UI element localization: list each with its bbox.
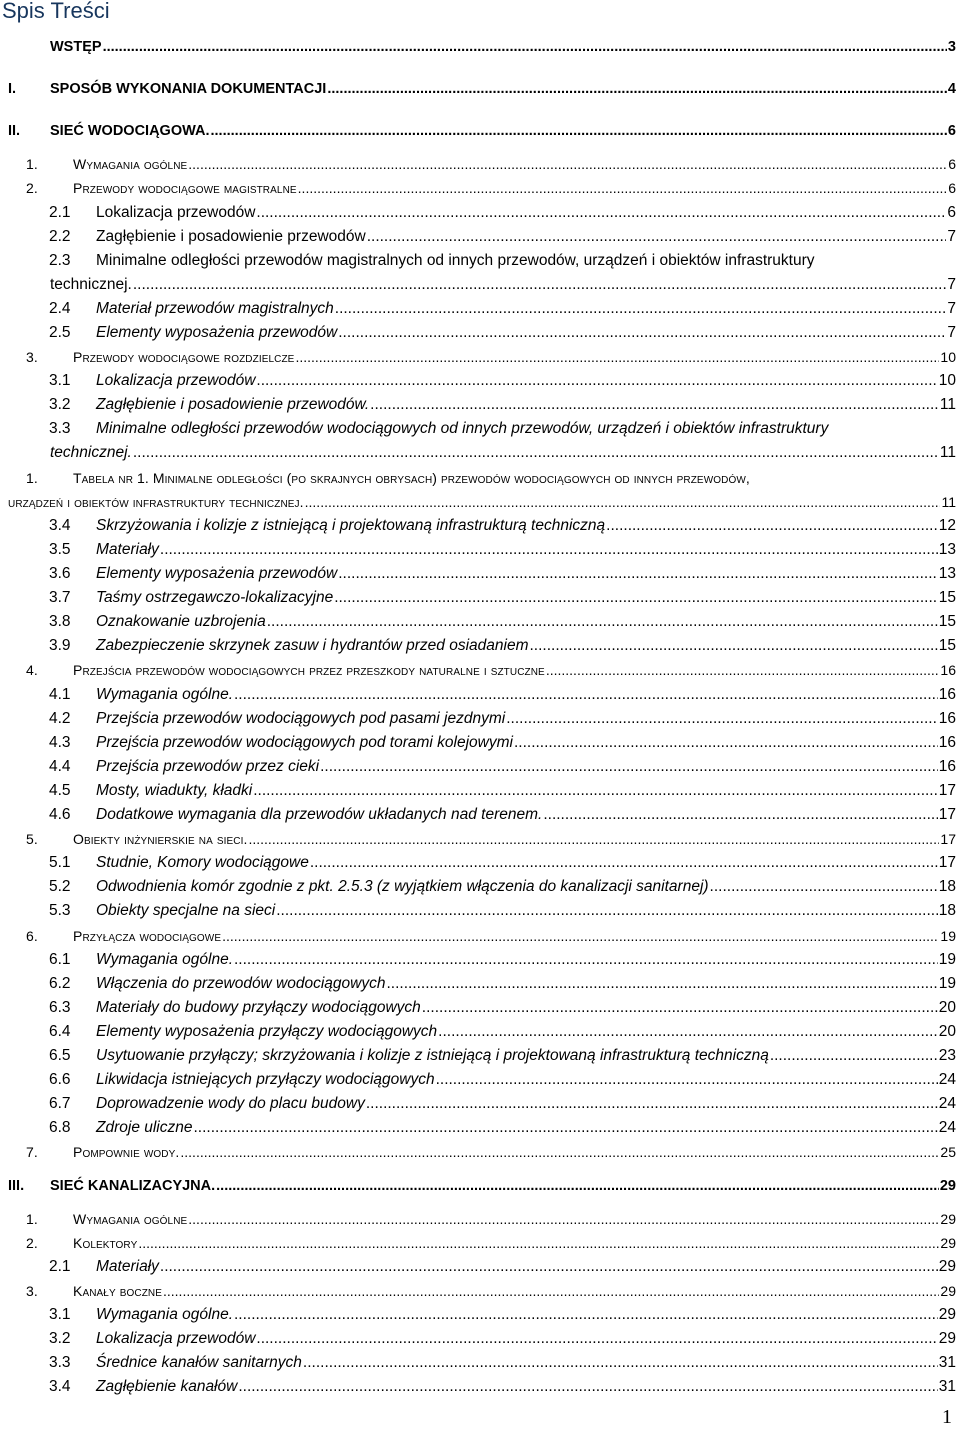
dot-leader xyxy=(305,491,941,513)
dot-leader xyxy=(338,322,946,344)
dot-leader xyxy=(160,1256,938,1278)
toc-entry-page: 15 xyxy=(938,613,956,631)
dot-leader xyxy=(386,973,937,995)
toc-entry-title: Zdroje uliczne xyxy=(96,1119,193,1137)
dot-leader xyxy=(216,1175,939,1197)
toc-entry-title-continued: technicznej. xyxy=(50,275,132,293)
toc-entry-page: 3 xyxy=(947,39,956,55)
toc-entry-page: 17 xyxy=(938,806,956,823)
dot-leader xyxy=(234,1304,938,1326)
toc-entry-page: 16 xyxy=(938,757,956,775)
dot-leader xyxy=(133,442,939,464)
toc-entry-page: 16 xyxy=(938,685,956,703)
toc-entry-number: 3.5 xyxy=(49,540,71,558)
toc-entry-page: 17 xyxy=(938,854,956,872)
toc-entry-page: 20 xyxy=(938,998,956,1016)
toc-entry-number: 3.1 xyxy=(49,1306,71,1323)
toc-entry-number: 1. xyxy=(26,1210,38,1227)
toc-entry-title-continued: technicznej. xyxy=(50,444,132,462)
toc-entry-page: 29 xyxy=(938,1330,956,1348)
toc-entry-page: 6 xyxy=(948,156,956,173)
toc-entry-number: 5.1 xyxy=(49,854,71,872)
toc-entry-number: 3.8 xyxy=(49,613,71,631)
toc-entry-number: 2.2 xyxy=(49,227,71,245)
dot-leader xyxy=(234,684,938,706)
dot-leader xyxy=(248,828,939,850)
toc-entry-page: 11 xyxy=(939,444,956,462)
toc-entry-page: 11 xyxy=(941,493,956,510)
toc-entry-page: 16 xyxy=(940,662,956,679)
toc-entry-page: 7 xyxy=(947,227,956,245)
toc-entry-number: 4.3 xyxy=(49,733,71,751)
toc-entry-number: 6. xyxy=(26,927,38,944)
toc-entry-title: Mosty, wiadukty, kładki xyxy=(96,781,253,799)
toc-entry-title: Dodatkowe wymagania dla przewodów układanych nad terenem. xyxy=(96,806,543,823)
dot-leader xyxy=(710,876,938,898)
dot-leader xyxy=(514,732,938,754)
toc-entry-number: 3.2 xyxy=(49,396,71,414)
toc-entry-number: 3.4 xyxy=(49,1378,71,1396)
toc-entry-number: 6.8 xyxy=(49,1119,71,1137)
dot-leader xyxy=(133,274,947,296)
toc-entry-page: 13 xyxy=(938,565,956,582)
toc-entry-number: 3.3 xyxy=(49,1354,71,1372)
toc-entry-title: Studnie, Komory wodociągowe xyxy=(96,854,309,872)
dot-leader xyxy=(222,925,939,947)
toc-entry-title: Obiekty specjalne na sieci xyxy=(96,902,276,920)
toc-entry-title: Wymagania ogólne. xyxy=(96,950,233,968)
toc-entry-number: 5.2 xyxy=(49,878,71,896)
dot-leader xyxy=(370,394,939,416)
toc-entry-title: Tabela nr 1. Minimalne odległości (po skrajnych obrysach) przewodów wodociągowych od innych przewodów, xyxy=(73,469,750,486)
toc-entry-title: SIEĆ WODOCIĄGOWA. xyxy=(50,123,210,140)
toc-entry-page: 17 xyxy=(938,781,956,799)
dot-leader xyxy=(256,370,937,392)
toc-entry-title: Kanały boczne xyxy=(73,1282,162,1299)
toc-entry-title: Materiały xyxy=(96,1257,159,1275)
dot-leader xyxy=(256,202,946,224)
toc-entry-title: Kolektory xyxy=(73,1234,138,1251)
toc-entry-page: 29 xyxy=(940,1282,956,1299)
toc-entry-number: 3.1 xyxy=(49,372,71,390)
toc-entry-number: 6.7 xyxy=(49,1095,71,1113)
toc-entry-number: 1. xyxy=(26,156,38,173)
toc-entry-title: Zagłębienie kanałów xyxy=(96,1378,238,1396)
toc-entry-title: Wymagania ogólne xyxy=(73,1210,188,1227)
toc-entry-number: 3.7 xyxy=(49,589,71,607)
toc-entry-title: Przewody wodociągowe magistralne xyxy=(73,180,297,197)
toc-entry-page: 29 xyxy=(939,1177,956,1194)
toc-entry-page: 31 xyxy=(938,1354,956,1372)
toc-entry-title: Zagłębienie i posadowienie przewodów. xyxy=(96,396,370,414)
toc-entry-page: 29 xyxy=(938,1306,956,1323)
toc-entry-number: 7. xyxy=(26,1144,38,1161)
dot-leader xyxy=(546,659,940,681)
toc-entry-number: 3. xyxy=(26,349,38,366)
toc-entry-page: 24 xyxy=(938,1071,956,1089)
dot-leader xyxy=(366,1093,938,1115)
toc-title: Spis Treści xyxy=(2,0,110,23)
toc-entry-title: Likwidacja istniejących przyłączy wodociągowych xyxy=(96,1071,435,1089)
toc-entry-title: Pompownie wody. xyxy=(73,1144,180,1161)
toc-entry-number: 6.3 xyxy=(49,998,71,1016)
toc-entry-number: 6.2 xyxy=(49,974,71,992)
toc-entry-title: Elementy wyposażenia przyłączy wodociągowych xyxy=(96,1022,438,1040)
toc-entry-number: 6.6 xyxy=(49,1071,71,1089)
toc-entry-page: 17 xyxy=(940,831,956,848)
dot-leader xyxy=(180,1141,939,1163)
toc-entry-title: Usytuowanie przyłączy; skrzyżowania i kolizje z istniejącą i projektowaną infrastrukturą techniczną xyxy=(96,1047,769,1064)
toc-entry-title: Przewody wodociągowe rozdzielcze xyxy=(73,349,295,366)
dot-leader xyxy=(530,635,938,657)
dot-leader xyxy=(295,346,939,368)
toc-entry-page: 19 xyxy=(938,950,956,968)
toc-entry-number: 3.9 xyxy=(49,637,71,655)
toc-entry-page: 6 xyxy=(948,180,956,197)
toc-entry-page: 29 xyxy=(940,1210,956,1227)
toc-entry-title: WSTĘP xyxy=(50,39,102,55)
toc-entry-page: 25 xyxy=(940,1144,956,1161)
page-number: 1 xyxy=(942,1406,952,1428)
toc-entry-page: 10 xyxy=(940,349,956,366)
toc-entry-page: 7 xyxy=(947,324,956,341)
toc-entry-page: 6 xyxy=(947,123,956,140)
dot-leader xyxy=(334,587,938,609)
toc-entry-page: 24 xyxy=(938,1119,956,1137)
toc-entry-number: 3.4 xyxy=(49,516,71,534)
toc-entry-page: 10 xyxy=(938,372,956,390)
toc-entry-number: 4.4 xyxy=(49,757,71,775)
dot-leader xyxy=(188,153,947,175)
toc-entry-title: Średnice kanałów sanitarnych xyxy=(96,1354,302,1372)
dot-leader xyxy=(367,226,947,248)
toc-entry-page: 20 xyxy=(938,1022,956,1040)
dot-leader xyxy=(506,708,938,730)
dot-leader xyxy=(163,1280,939,1302)
toc-entry-number: 3.2 xyxy=(49,1330,71,1348)
toc-entry-title: Materiał przewodów magistralnych xyxy=(96,299,334,317)
dot-leader xyxy=(234,949,938,971)
dot-leader xyxy=(422,997,938,1019)
toc-entry-page: 16 xyxy=(938,733,956,751)
dot-leader xyxy=(543,804,937,826)
toc-entry-number: 2.5 xyxy=(49,324,71,341)
toc-entry-title: Elementy wyposażenia przewodów xyxy=(96,324,338,341)
toc-entry-title: Elementy wyposażenia przewodów xyxy=(96,565,338,582)
toc-entry-title: Przejścia przewodów wodociągowych pod torami kolejowymi xyxy=(96,733,513,751)
toc-entry-title: Materiały do budowy przyłączy wodociągowych xyxy=(96,998,421,1016)
dot-leader xyxy=(327,78,947,100)
dot-leader xyxy=(606,515,938,537)
dot-leader xyxy=(253,780,938,802)
toc-entry-number: 1. xyxy=(26,469,38,486)
toc-entry-page: 16 xyxy=(938,709,956,727)
dot-leader xyxy=(211,120,947,142)
toc-entry-title: Doprowadzenie wody do placu budowy xyxy=(96,1095,365,1113)
toc-entry-title: Wymagania ogólne. xyxy=(96,1306,233,1323)
dot-leader xyxy=(303,1352,938,1374)
toc-entry-page: 6 xyxy=(947,203,956,221)
dot-leader xyxy=(770,1045,938,1067)
toc-entry-number: 4.6 xyxy=(49,806,71,823)
toc-entry-number: 2.1 xyxy=(49,203,71,221)
toc-entry-number: 3.6 xyxy=(49,565,71,582)
toc-entry-title: Odwodnienia komór zgodnie z pkt. 2.5.3 (z wyjątkiem włączenia do kanalizacji sanitarnej) xyxy=(96,878,709,896)
toc-entry-number: 3.3 xyxy=(49,420,71,438)
dot-leader xyxy=(320,756,938,778)
toc-entry-number: 2.4 xyxy=(49,299,71,317)
toc-entry-number: 2.1 xyxy=(49,1257,71,1275)
toc-entry-page: 7 xyxy=(947,299,956,317)
toc-entry-number: 5. xyxy=(26,831,38,848)
dot-leader xyxy=(298,177,948,199)
dot-leader xyxy=(310,852,938,874)
toc-entry-title: Przyłącza wodociągowe xyxy=(73,927,222,944)
toc-entry-title: Przejścia przewodów wodociągowych pod pasami jezdnymi xyxy=(96,709,506,727)
toc-entry-number: 6.1 xyxy=(49,950,71,968)
toc-entry-page: 15 xyxy=(938,637,956,655)
toc-entry-title: SIEĆ KANALIZACYJNA. xyxy=(50,1177,216,1194)
dot-leader xyxy=(103,36,947,58)
toc-entry-title-continued: urządzeń i obiektów infrastruktury technicznej. xyxy=(8,493,304,510)
toc-entry-title: Zagłębienie i posadowienie przewodów xyxy=(96,227,366,245)
toc-entry-page: 4 xyxy=(947,81,956,98)
toc-entry-title: Minimalne odległości przewodów magistralnych od innych przewodów, urządzeń i obiektów infrastruktury xyxy=(96,251,815,269)
toc-entry-page: 19 xyxy=(938,974,956,992)
toc-entry-number: 5.3 xyxy=(49,902,71,920)
toc-entry-title: Minimalne odległości przewodów wodociągowych od innych przewodów, urządzeń i obiektów infrastruktury xyxy=(96,420,829,438)
toc-entry-title: Lokalizacja przewodów xyxy=(96,1330,256,1348)
toc-entry-title: Oznakowanie uzbrojenia xyxy=(96,613,266,631)
toc-entry-number: II. xyxy=(8,123,21,140)
toc-entry-number: 2.3 xyxy=(49,251,71,269)
toc-entry-title: Skrzyżowania i kolizje z istniejącą i projektowaną infrastrukturą techniczną xyxy=(96,516,606,534)
toc-entry-number: 6.4 xyxy=(49,1022,71,1040)
toc-entry-number: 2. xyxy=(26,180,38,197)
toc-entry-title: Taśmy ostrzegawczo-lokalizacyjne xyxy=(96,589,334,607)
toc-entry-title: Przejścia przewodów wodociągowych przez przeszkody naturalne i sztuczne xyxy=(73,662,545,679)
dot-leader xyxy=(256,1328,937,1350)
toc-entry-title: Włączenia do przewodów wodociągowych xyxy=(96,974,386,992)
toc-entry-page: 7 xyxy=(947,275,956,293)
toc-entry-page: 13 xyxy=(938,540,956,558)
toc-entry-page: 11 xyxy=(939,396,956,414)
dot-leader xyxy=(338,563,938,585)
toc-entry-page: 18 xyxy=(938,902,956,920)
toc-entry-title: Lokalizacja przewodów xyxy=(96,372,256,390)
toc-entry-page: 15 xyxy=(938,589,956,607)
dot-leader xyxy=(335,298,947,320)
toc-entry-title: Materiały xyxy=(96,540,159,558)
toc-entry-number: 4. xyxy=(26,662,38,679)
toc-entry-title: SPOSÓB WYKONANIA DOKUMENTACJI xyxy=(50,81,327,98)
toc-entry-page: 18 xyxy=(938,878,956,896)
toc-entry-number: III. xyxy=(8,1177,25,1194)
toc-entry-page: 19 xyxy=(940,927,956,944)
toc-entry-number: I. xyxy=(8,81,17,98)
toc-entry-page: 23 xyxy=(938,1047,956,1064)
dot-leader xyxy=(276,900,938,922)
toc-entry-title: Obiekty inżynierskie na sieci. xyxy=(73,831,248,848)
toc-entry-title: Lokalizacja przewodów xyxy=(96,203,256,221)
toc-entry-title: Wymagania ogólne. xyxy=(96,685,233,703)
toc-entry-number: 4.5 xyxy=(49,781,71,799)
dot-leader xyxy=(267,611,938,633)
dot-leader xyxy=(436,1069,938,1091)
toc-entry-number: 4.2 xyxy=(49,709,71,727)
dot-leader xyxy=(438,1021,938,1043)
toc-entry-number: 3. xyxy=(26,1282,38,1299)
toc-entry-number: 2. xyxy=(26,1234,38,1251)
toc-entry-page: 31 xyxy=(938,1378,956,1396)
dot-leader xyxy=(188,1208,939,1230)
toc-entry-number: 4.1 xyxy=(49,685,71,703)
dot-leader xyxy=(194,1117,938,1139)
toc-entry-page: 29 xyxy=(940,1234,956,1251)
toc-entry-page: 24 xyxy=(938,1095,956,1113)
dot-leader xyxy=(138,1232,939,1254)
toc-entry-title: Przejścia przewodów przez cieki xyxy=(96,757,320,775)
toc-entry-title: Wymagania ogólne xyxy=(73,156,188,173)
dot-leader xyxy=(238,1376,937,1398)
toc-entry-number: 6.5 xyxy=(49,1047,71,1064)
toc-entry-page: 12 xyxy=(938,516,956,534)
dot-leader xyxy=(160,539,938,561)
toc-entry-page: 29 xyxy=(938,1257,956,1275)
toc-entry-title: Zabezpieczenie skrzynek zasuw i hydrantów przed osiadaniem xyxy=(96,637,529,655)
